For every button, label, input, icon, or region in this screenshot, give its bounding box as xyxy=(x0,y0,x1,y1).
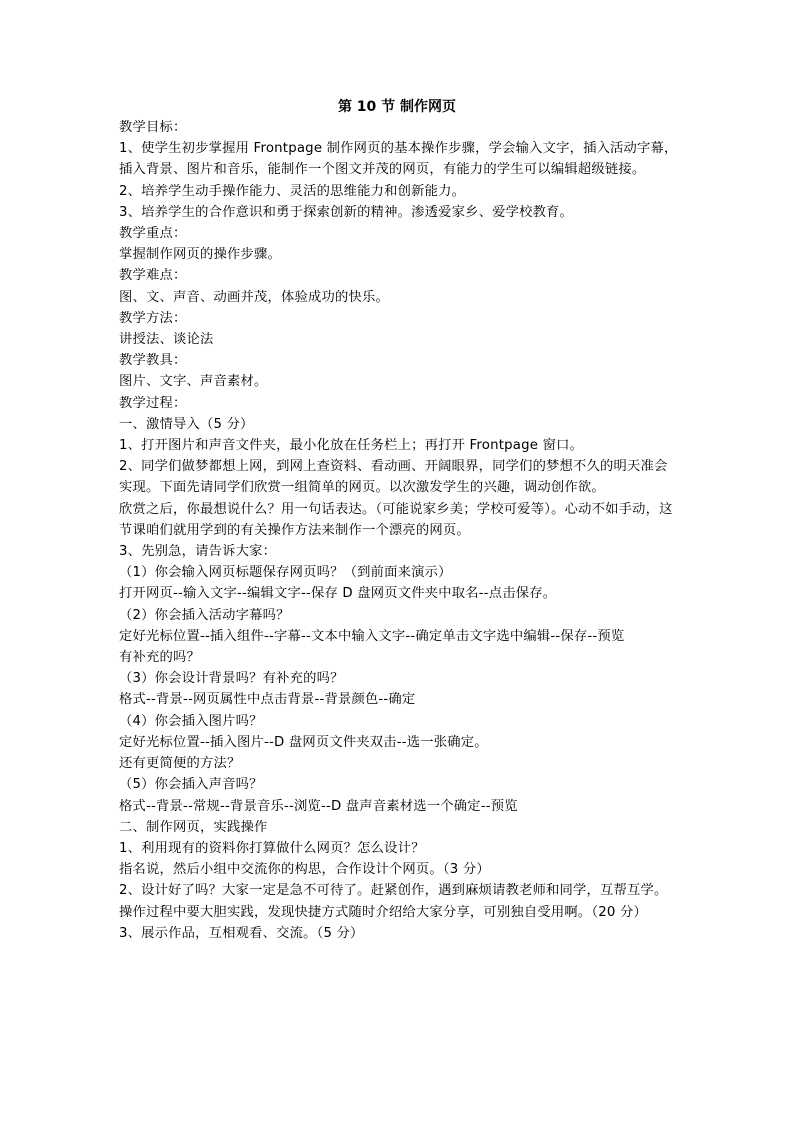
paragraph: 有补充的吗？ xyxy=(119,650,200,666)
section-heading: 二、制作网页，实践操作 xyxy=(119,819,268,835)
paragraph: 定好光标位置--插入图片--D 盘网页文件夹双击--选一张确定。 xyxy=(119,734,488,750)
heading-objectives: 教学目标： xyxy=(119,120,187,135)
page-title: 第 10 节 制作网页 xyxy=(337,99,457,115)
paragraph: 1、打开图片和声音文件夹，最小化放在任务栏上；再打开 Frontpage 窗口。 xyxy=(119,438,584,454)
paragraph: （3）你会设计背景吗？有补充的吗？ xyxy=(119,671,344,687)
paragraph: 定好光标位置--插入组件--字幕--文本中输入文字--确定单击文字选中编辑--保存--预览 xyxy=(119,628,625,644)
paragraph: 3、培养学生的合作意识和勇于探索创新的精神。渗透爱家乡、爱学校教育。 xyxy=(119,204,574,220)
paragraph: 3、展示作品，互相观看、交流。（5 分） xyxy=(119,925,364,941)
paragraph: 还有更简便的方法？ xyxy=(119,756,241,772)
section-heading: 一、激情导入（5 分） xyxy=(119,416,254,432)
heading-teaching-aids: 教学教具： xyxy=(119,353,187,369)
paragraph: （4）你会插入图片吗？ xyxy=(119,713,263,729)
paragraph: 格式--背景--常规--背景音乐--浏览--D 盘声音素材选一个确定--预览 xyxy=(119,798,518,814)
paragraph: 图、文、声音、动画并茂，体验成功的快乐。 xyxy=(119,289,389,305)
paragraph: （1）你会输入网页标题保存网页吗？（到前面来演示） xyxy=(119,565,452,581)
paragraph: 图片、文字、声音素材。 xyxy=(119,374,268,390)
heading-difficulties: 教学难点： xyxy=(119,268,187,284)
paragraph: 2、同学们做梦都想上网，到网上查资料、看动画、开阔眼界，同学们的梦想不久的明天准会实现。下面先请同学们欣赏一组简单的网页。以次激发学生的兴趣，调动创作欲。 xyxy=(119,459,668,496)
paragraph: 2、培养学生动手操作能力、灵活的思维能力和创新能力。 xyxy=(119,183,466,199)
heading-key-points: 教学重点： xyxy=(119,226,187,242)
heading-methods: 教学方法： xyxy=(119,310,187,326)
paragraph: 1、使学生初步掌握用 Frontpage 制作网页的基本操作步骤，学会输入文字，插入活动字幕，插入背景、图片和音乐，能制作一个图文并茂的网页，有能力的学生可以编辑超级链接。 xyxy=(119,141,678,178)
paragraph: 指名说，然后小组中交流你的构思，合作设计个网页。（3 分） xyxy=(119,862,490,878)
paragraph: 欣赏之后，你最想说什么？用一句话表达。（可能说家乡美；学校可爱等）。心动不如手动，这节课咱们就用学到的有关操作方法来制作一个漂亮的网页。 xyxy=(119,501,673,538)
paragraph: 讲授法、谈论法 xyxy=(119,332,214,348)
paragraph: 掌握制作网页的操作步骤。 xyxy=(119,247,281,263)
paragraph: 格式--背景--网页属性中点击背景--背景颜色--确定 xyxy=(119,692,416,708)
paragraph: （5）你会插入声音吗？ xyxy=(119,777,263,793)
document-body xyxy=(119,117,681,944)
paragraph: 2、设计好了吗？大家一定是急不可待了。赶紧创作，遇到麻烦请教老师和同学，互帮互学。操作过程中要大胆实践，发现快捷方式随时介绍给大家分享，可别独自受用啊。（20 分） xyxy=(119,883,668,920)
paragraph: 3、先别急，请告诉大家： xyxy=(119,544,277,560)
heading-process: 教学过程： xyxy=(119,395,187,411)
paragraph: 1、利用现有的资料你打算做什么网页？怎么设计？ xyxy=(119,840,425,856)
paragraph: 打开网页--输入文字--编辑文字--保存 D 盘网页文件夹中取名--点击保存。 xyxy=(119,586,557,602)
paragraph: （2）你会插入活动字幕吗？ xyxy=(119,607,290,623)
